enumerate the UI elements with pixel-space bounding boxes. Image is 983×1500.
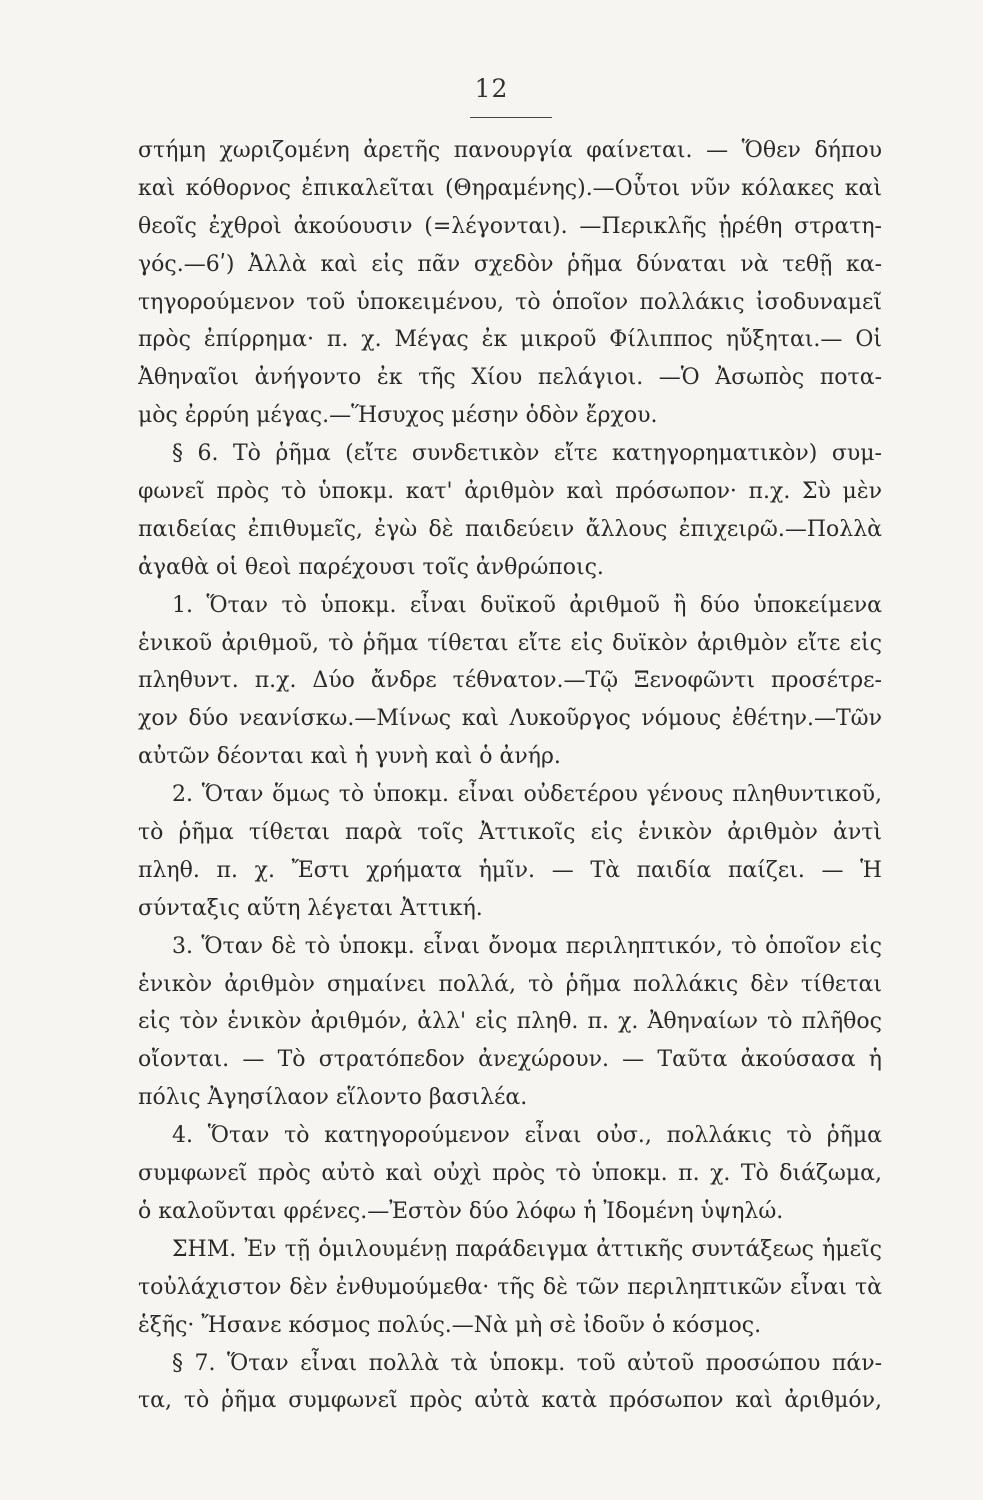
text-line: § 6. Τὸ ῥῆμα (εἴτε συνδετικὸν εἴτε κατηγορηματικὸν) συμ- [172, 441, 882, 467]
text-line: καὶ κόθορνος ἐπικαλεῖται (Θηραμένης).—Οὗτοι νῦν κόλακες καὶ [138, 175, 882, 201]
text-line: οἴονται. — Τὸ στρατόπεδον ἀνεχώρουν. — Ταῦτα ἀκούσασα ἡ [138, 1047, 882, 1073]
text-line: εἰς τὸν ἑνικὸν ἀριθμόν, ἀλλ' εἰς πληθ. π. χ. Ἀθηναίων τὸ πλῆθος [138, 1009, 882, 1035]
text-line: ἑξῆς· Ἤσανε κόσμος πολύς.—Νὰ μὴ σὲ ἰδοῦν ὁ κόσμος. [138, 1312, 762, 1338]
text-line: συμφωνεῖ πρὸς αὐτὸ καὶ οὐχὶ πρὸς τὸ ὑποκμ. π. χ. Τὸ διάζωμα, [138, 1161, 882, 1187]
text-line: γός.—6ʹ) Ἀλλὰ καὶ εἰς πᾶν σχεδὸν ῥῆμα δύναται νὰ τεθῇ κα- [138, 251, 882, 277]
text-line: πληθυντ. π.χ. Δύο ἄνδρε τέθνατον.—Τῷ Ξενοφῶντι προσέτρε- [138, 668, 882, 694]
text-line: χον δύο νεανίσκω.—Μίνως καὶ Λυκοῦργος νόμους ἐθέτην.—Τῶν [138, 706, 882, 732]
text-line: ἑνικοῦ ἀριθμοῦ, τὸ ῥῆμα τίθεται εἴτε εἰς δυϊκὸν ἀριθμὸν εἴτε εἰς [138, 630, 882, 656]
text-line: τὸ ῥῆμα τίθεται παρὰ τοῖς Ἀττικοῖς εἰς ἑνικὸν ἀριθμὸν ἀντὶ [138, 820, 882, 846]
text-line: αὐτῶν δέονται καὶ ἡ γυνὴ καὶ ὁ ἀνήρ. [138, 744, 561, 770]
page-number-rule [470, 117, 552, 118]
text-line: πληθ. π. χ. Ἔστι χρήματα ἡμῖν. — Τὰ παιδία παίζει. — Ἡ [138, 857, 882, 883]
text-line: στήμη χωριζομένη ἀρετῆς πανουργία φαίνεται. — Ὅθεν δήπου [138, 138, 882, 163]
text-line: τα, τὸ ῥῆμα συμφωνεῖ πρὸς αὐτὰ κατὰ πρόσωπον καὶ ἀριθμόν, [138, 1388, 882, 1414]
body-text [138, 132, 882, 1420]
text-line: παιδείας ἐπιθυμεῖς, ἐγὼ δὲ παιδεύειν ἄλλους ἐπιχειρῶ.—Πολλὰ [138, 516, 882, 542]
text-line: τηγορούμενον τοῦ ὑποκειμένου, τὸ ὁποῖον πολλάκις ἰσοδυναμεῖ [138, 289, 882, 315]
text-line: ὁ καλοῦνται φρένες.—Ἐστὸν δύο λόφω ἡ Ἰδομένη ὑψηλώ. [138, 1198, 784, 1224]
text-line: 4. Ὅταν τὸ κατηγορούμενον εἶναι οὐσ., πολλάκις τὸ ῥῆμα [172, 1123, 882, 1149]
text-line: 3. Ὅταν δὲ τὸ ὑποκμ. εἶναι ὄνομα περιληπτικόν, τὸ ὁποῖον εἰς [172, 933, 882, 959]
text-line: πρὸς ἐπίρρημα· π. χ. Μέγας ἐκ μικροῦ Φίλιππος ηὔξηται.— Οἱ [138, 327, 882, 353]
text-line: σύνταξις αὕτη λέγεται Ἀττική. [138, 895, 483, 921]
text-line: 1. Ὅταν τὸ ὑποκμ. εἶναι δυϊκοῦ ἀριθμοῦ ἢ δύο ὑποκείμενα [172, 592, 882, 618]
text-line: πόλις Ἀγησίλαον εἵλοντο βασιλέα. [138, 1085, 528, 1111]
text-line: τοὐλάχιστον δὲν ἐνθυμούμεθα· τῆς δὲ τῶν περιληπτικῶν εἶναι τὰ [138, 1274, 882, 1300]
text-line: μὸς ἐρρύη μέγας.—Ἥσυχος μέσην ὁδὸν ἔρχου. [138, 403, 658, 429]
text-line: 2. Ὅταν ὅμως τὸ ὑποκμ. εἶναι οὐδετέρου γένους πληθυντικοῦ, [172, 782, 882, 808]
text-line: ἑνικὸν ἀριθμὸν σημαίνει πολλά, τὸ ῥῆμα πολλάκις δὲν τίθεται [138, 971, 882, 997]
text-line: Ἀθηναῖοι ἀνήγοντο ἐκ τῆς Χίου πελάγιοι. —Ὁ Ἀσωπὸς ποτα- [138, 365, 882, 391]
page-number: 12 [474, 74, 509, 103]
text-line: ΣΗΜ. Ἐν τῇ ὁμιλουμένῃ παράδειγμα ἀττικῆς συντάξεως ἡμεῖς [172, 1236, 882, 1262]
text-line: φωνεῖ πρὸς τὸ ὑποκμ. κατ' ἀριθμὸν καὶ πρόσωπον· π.χ. Σὺ μὲν [138, 479, 882, 505]
text-line: θεοῖς ἐχθροὶ ἀκούουσιν (=λέγονται). —Περικλῆς ᾑρέθη στρατη- [138, 213, 882, 239]
text-line: ἀγαθὰ οἱ θεοὶ παρέχουσι τοῖς ἀνθρώποις. [138, 554, 604, 580]
text-line: § 7. Ὅταν εἶναι πολλὰ τὰ ὑποκμ. τοῦ αὐτοῦ προσώπου πάν- [172, 1350, 882, 1376]
